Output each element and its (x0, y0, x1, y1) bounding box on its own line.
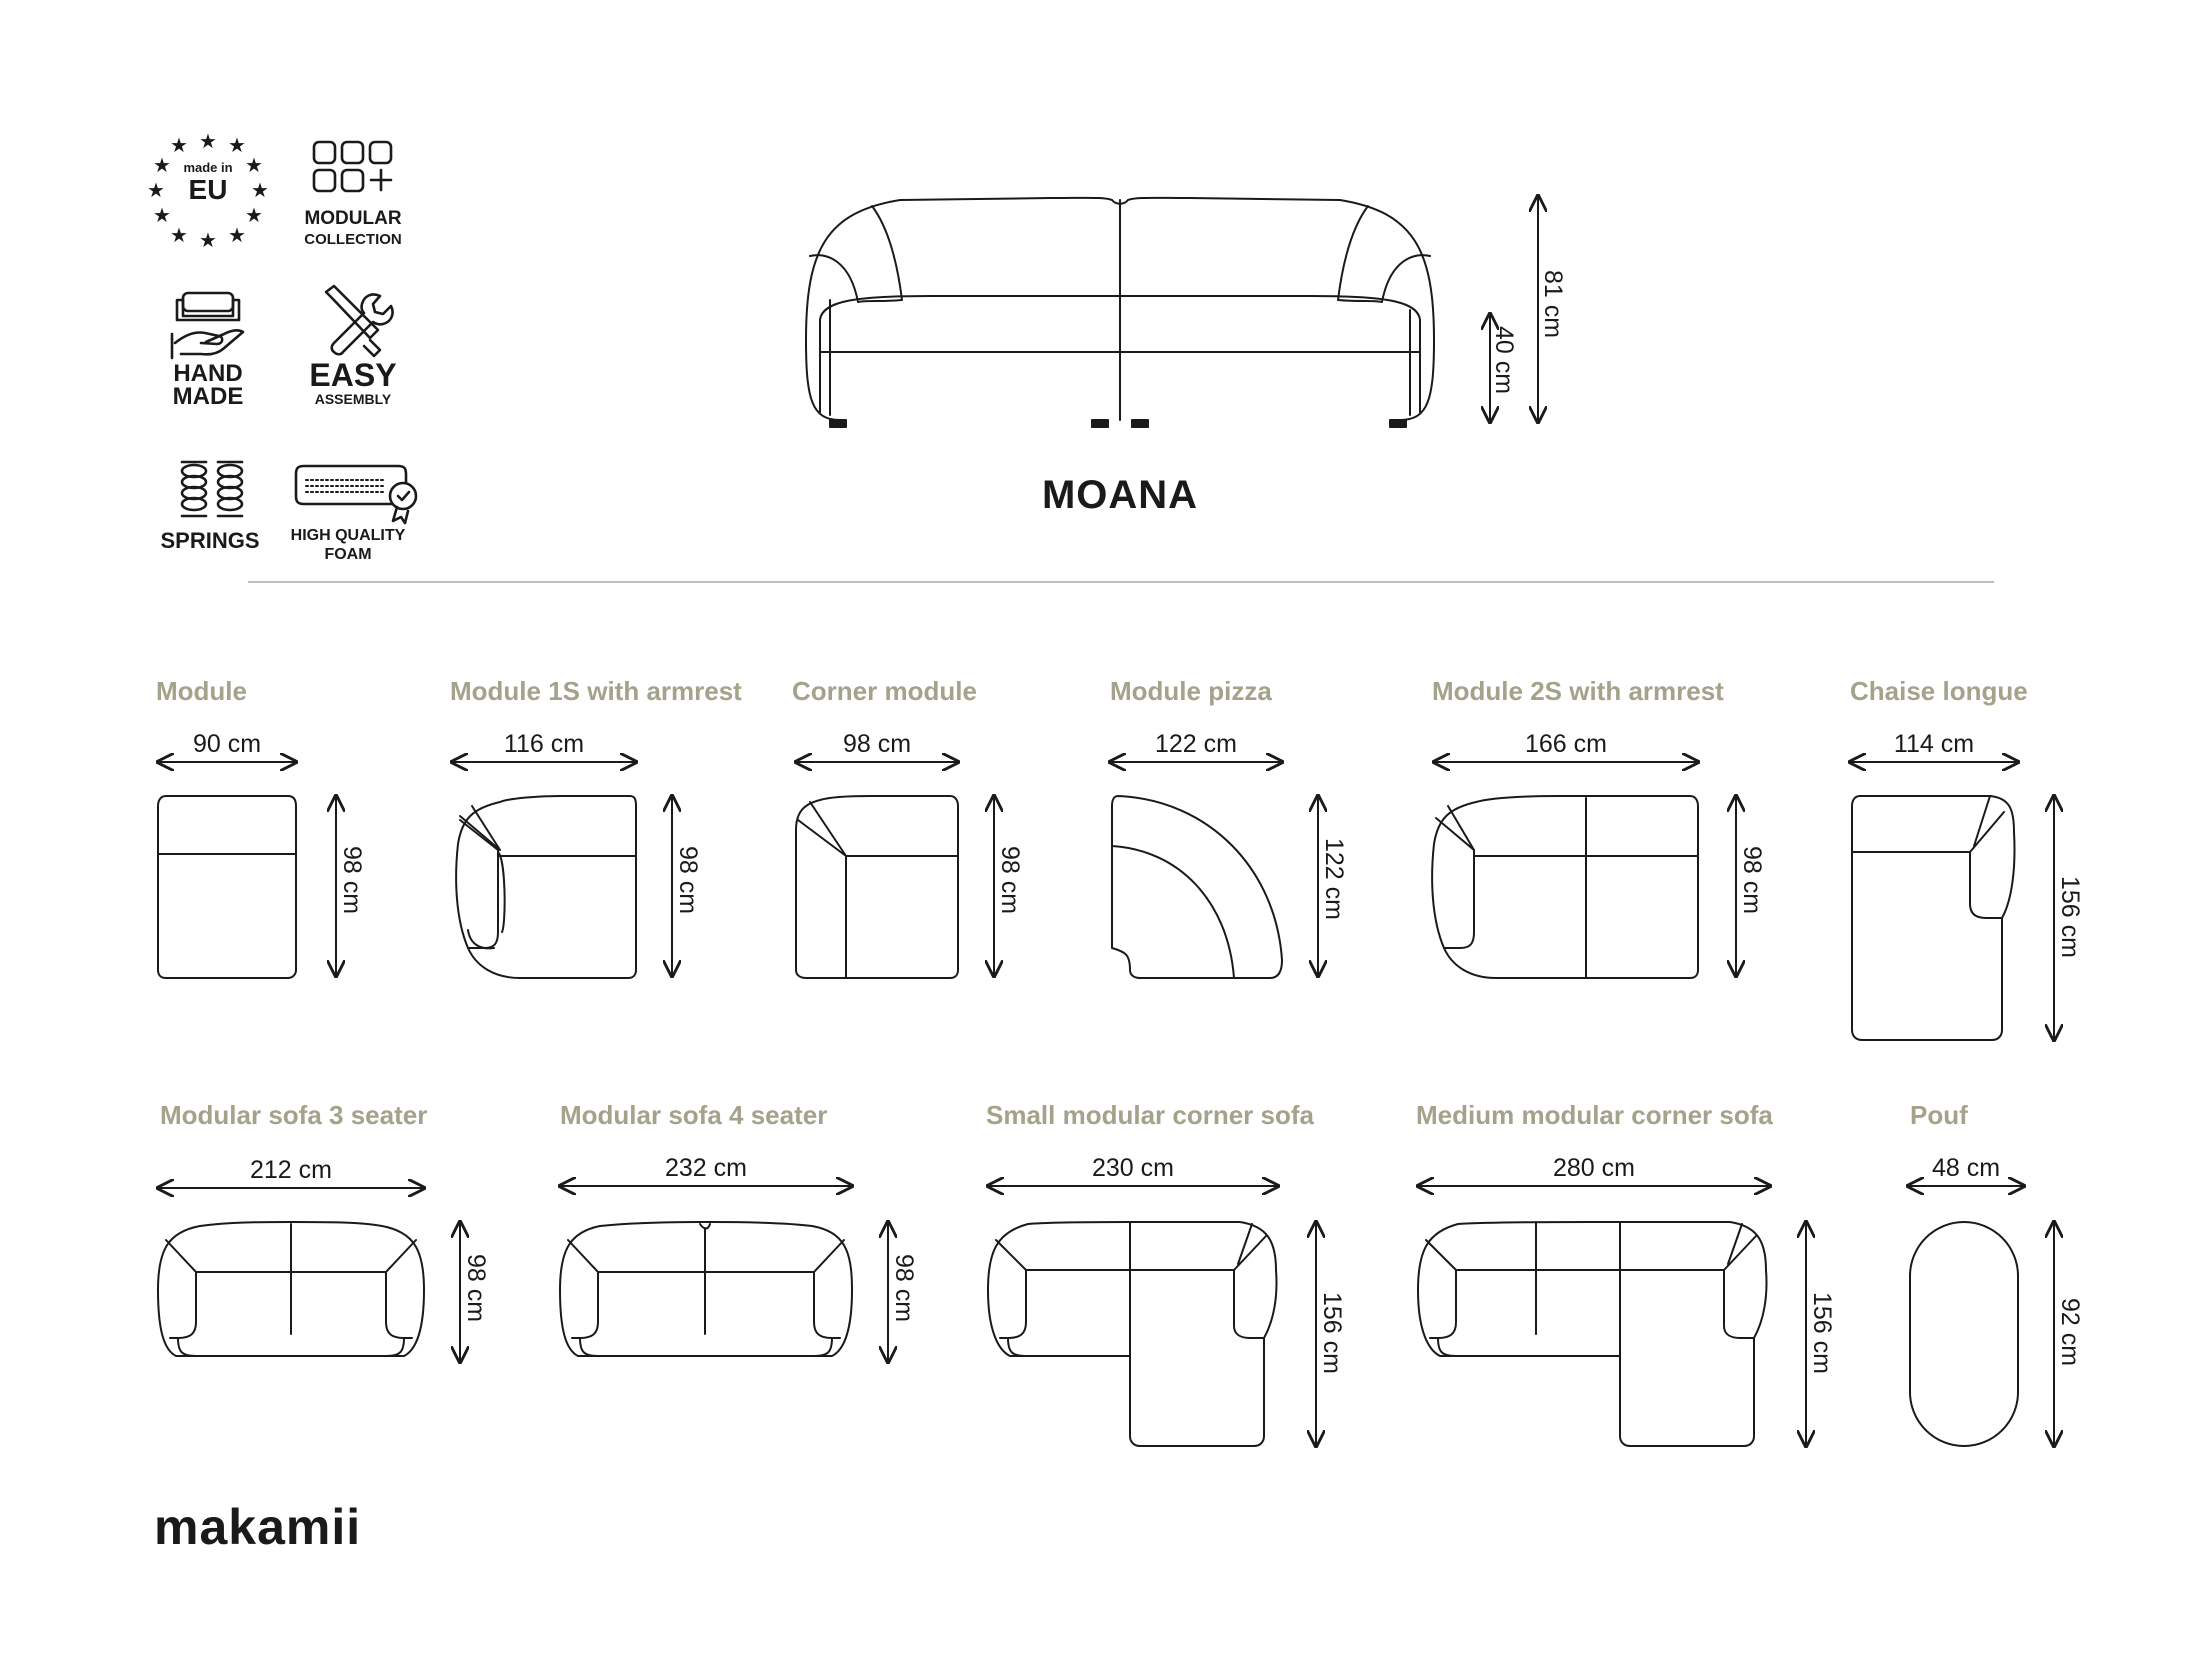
springs-icon (182, 462, 242, 516)
module-2s-depth-label: 98 cm (1738, 846, 1766, 915)
assembly-label: ASSEMBLY (314, 391, 392, 407)
modular-grid-icon (314, 142, 391, 191)
module-1s-drawing (456, 796, 636, 978)
made-in-label: made in (183, 160, 233, 175)
module-pizza-drawing (1112, 796, 1282, 978)
svg-text:★: ★ (153, 155, 171, 177)
made-label: MADE (172, 383, 244, 410)
brand-logo: makamii (154, 1499, 362, 1555)
pouf-title: Pouf (1910, 1100, 1968, 1130)
sofa-4-seater-drawing (560, 1222, 852, 1356)
module-2s-title: Module 2S with armrest (1432, 676, 1724, 706)
sofa-3-seater-title: Modular sofa 3 seater (160, 1100, 428, 1130)
module-pizza-title: Module pizza (1110, 676, 1272, 706)
collection-label: COLLECTION (304, 231, 402, 248)
springs-label: SPRINGS (160, 528, 260, 553)
svg-text:★: ★ (153, 205, 171, 227)
sofa-4-seater-depth-label: 98 cm (890, 1254, 918, 1323)
foam-label: FOAM (324, 546, 372, 563)
small-corner-sofa-drawing (988, 1222, 1277, 1446)
sofa-3-seater-drawing (158, 1222, 424, 1356)
easy-label: EASY (309, 357, 397, 393)
module-2s-drawing (1432, 796, 1698, 978)
module-drawing (158, 796, 296, 978)
medium-corner-sofa-drawing (1418, 1222, 1767, 1446)
small-corner-sofa-depth-label: 156 cm (1318, 1292, 1346, 1374)
easy-assembly-badge (309, 286, 396, 407)
corner-module-title: Corner module (792, 676, 977, 706)
module-1s-depth-label: 98 cm (674, 846, 702, 915)
hand-sofa-icon (172, 293, 243, 358)
module-pizza-width-label: 122 cm (1155, 730, 1237, 758)
chaise-longue-depth-label: 156 cm (2056, 876, 2084, 958)
sofa-4-seater-width-label: 232 cm (665, 1154, 747, 1182)
tools-icon (326, 286, 393, 356)
small-corner-sofa-width-label: 230 cm (1092, 1154, 1174, 1182)
svg-text:★: ★ (170, 225, 188, 247)
svg-text:★: ★ (228, 225, 246, 247)
module-depth-label: 98 cm (338, 846, 366, 915)
foam-badge (291, 466, 416, 563)
module-1s-title: Module 1S with armrest (450, 676, 742, 706)
svg-text:★: ★ (245, 205, 263, 227)
chaise-longue-title: Chaise longue (1850, 676, 2028, 706)
high-quality-label: HIGH QUALITY (290, 527, 406, 544)
foam-icon (296, 466, 416, 523)
small-corner-sofa-title: Small modular corner sofa (986, 1100, 1314, 1130)
svg-text:★: ★ (251, 180, 269, 202)
module-1s-width-label: 116 cm (503, 730, 585, 758)
corner-module-width-label: 98 cm (842, 730, 912, 758)
module-title: Module (156, 676, 247, 706)
hand-made-badge (172, 293, 243, 410)
modular-collection-badge (304, 142, 402, 248)
hero-sofa-drawing (806, 198, 1434, 427)
chaise-longue-width-label: 114 cm (1893, 730, 1975, 758)
svg-text:★: ★ (147, 180, 165, 202)
medium-corner-sofa-depth-label: 156 cm (1808, 1292, 1836, 1374)
svg-text:★: ★ (228, 135, 246, 157)
hand-label: HAND (173, 360, 243, 387)
module-width-label: 90 cm (192, 730, 262, 758)
svg-text:★: ★ (199, 131, 217, 153)
eu-label: EU (188, 174, 228, 205)
pouf-depth-label: 92 cm (2056, 1298, 2084, 1367)
module-pizza-depth-label: 122 cm (1320, 838, 1348, 920)
corner-module-depth-label: 98 cm (996, 846, 1024, 915)
product-name: MOANA (1041, 473, 1199, 517)
medium-corner-sofa-width-label: 280 cm (1553, 1154, 1635, 1182)
corner-module-drawing (796, 796, 958, 978)
sofa-3-seater-depth-label: 98 cm (462, 1254, 490, 1323)
svg-text:★: ★ (199, 230, 217, 252)
hero-seat-height-label: 40 cm (1490, 326, 1518, 395)
hero-height-label: 81 cm (1539, 270, 1567, 339)
made-in-eu-badge (147, 131, 269, 252)
modular-label: MODULAR (304, 208, 402, 229)
sofa-4-seater-title: Modular sofa 4 seater (560, 1100, 828, 1130)
svg-text:★: ★ (245, 155, 263, 177)
module-2s-width-label: 166 cm (1525, 730, 1607, 758)
pouf-drawing (1910, 1222, 2018, 1446)
pouf-width-label: 48 cm (1931, 1154, 2001, 1182)
medium-corner-sofa-title: Medium modular corner sofa (1416, 1100, 1773, 1130)
svg-text:★: ★ (170, 135, 188, 157)
chaise-longue-drawing (1852, 796, 2015, 1040)
springs-badge (160, 462, 259, 553)
sofa-3-seater-width-label: 212 cm (250, 1156, 332, 1184)
